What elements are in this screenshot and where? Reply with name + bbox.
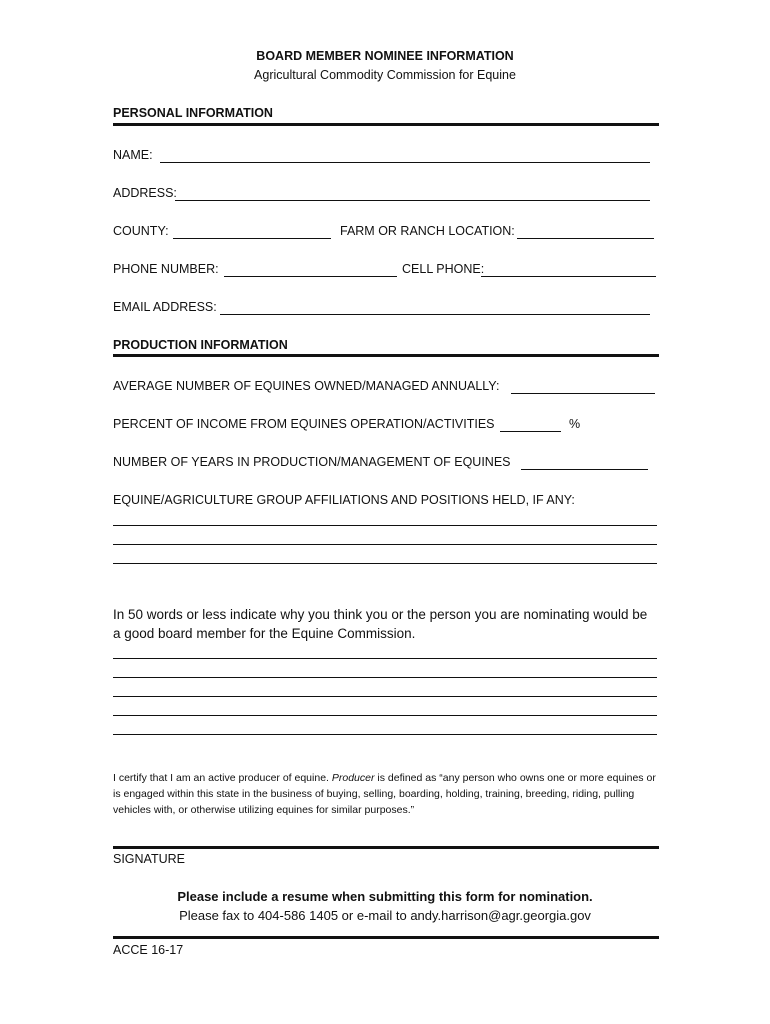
address-field[interactable] [175,200,650,201]
email-label: EMAIL ADDRESS: [113,300,217,314]
average-equines-label: AVERAGE NUMBER OF EQUINES OWNED/MANAGED ANNUALLY: [113,379,500,393]
essay-line[interactable] [113,677,657,678]
footer-rule [113,936,659,939]
affiliations-line[interactable] [113,525,657,526]
name-field[interactable] [160,162,650,163]
percent-sign: % [569,417,581,431]
percent-income-label: PERCENT OF INCOME FROM EQUINES OPERATION/ACTIVITIES [113,417,495,431]
cell-phone-field[interactable] [481,276,656,277]
form-subtitle: Agricultural Commodity Commission for Equine [254,68,516,82]
cell-phone-label: CELL PHONE: [402,262,485,276]
email-field[interactable] [220,314,650,315]
affiliations-line[interactable] [113,544,657,545]
form-title: BOARD MEMBER NOMINEE INFORMATION [256,49,514,63]
production-info-rule [113,354,659,357]
signature-label: SIGNATURE [113,852,185,866]
affiliations-label: EQUINE/AGRICULTURE GROUP AFFILIATIONS AND POSITIONS HELD, IF ANY: [113,493,575,507]
certification-statement [113,770,658,818]
essay-line[interactable] [113,696,657,697]
farm-location-field[interactable] [517,238,654,239]
signature-line[interactable] [113,846,659,849]
form-code: ACCE 16-17 [113,943,184,957]
years-production-field[interactable] [521,469,648,470]
production-info-heading: PRODUCTION INFORMATION [113,338,288,352]
certification-text-before: I certify that I am an active producer of equine. [113,772,332,784]
years-production-label: NUMBER OF YEARS IN PRODUCTION/MANAGEMENT OF EQUINES [113,455,511,469]
essay-line[interactable] [113,734,657,735]
certification-text-after: is defined as “any person who owns one or more equines or is engaged within this state in the business of buying, selling, boarding, holding, training, breeding, riding, pulling vehicles with, or otherwise utilizing equines for similar purposes.” [113,772,656,816]
farm-location-label: FARM OR RANCH LOCATION: [340,224,515,238]
percent-income-field[interactable] [500,431,561,432]
essay-line[interactable] [113,658,657,659]
essay-prompt: In 50 words or less indicate why you think you or the person you are nominating would be a good board member for the Equine Commission. [113,607,648,641]
phone-field[interactable] [224,276,397,277]
county-field[interactable] [173,238,331,239]
essay-line[interactable] [113,715,657,716]
producer-term: Producer [331,772,375,784]
personal-info-heading: PERSONAL INFORMATION [113,106,273,120]
contact-info: Please fax to 404-586 1405 or e-mail to andy.harrison@agr.georgia.gov [179,908,591,923]
resume-note: Please include a resume when submitting this form for nomination. [177,889,593,904]
county-label: COUNTY: [113,224,169,238]
name-label: NAME: [113,148,153,162]
phone-label: PHONE NUMBER: [113,262,219,276]
personal-info-rule [113,123,659,126]
average-equines-field[interactable] [511,393,655,394]
address-label: ADDRESS: [113,186,177,200]
affiliations-line[interactable] [113,563,657,564]
